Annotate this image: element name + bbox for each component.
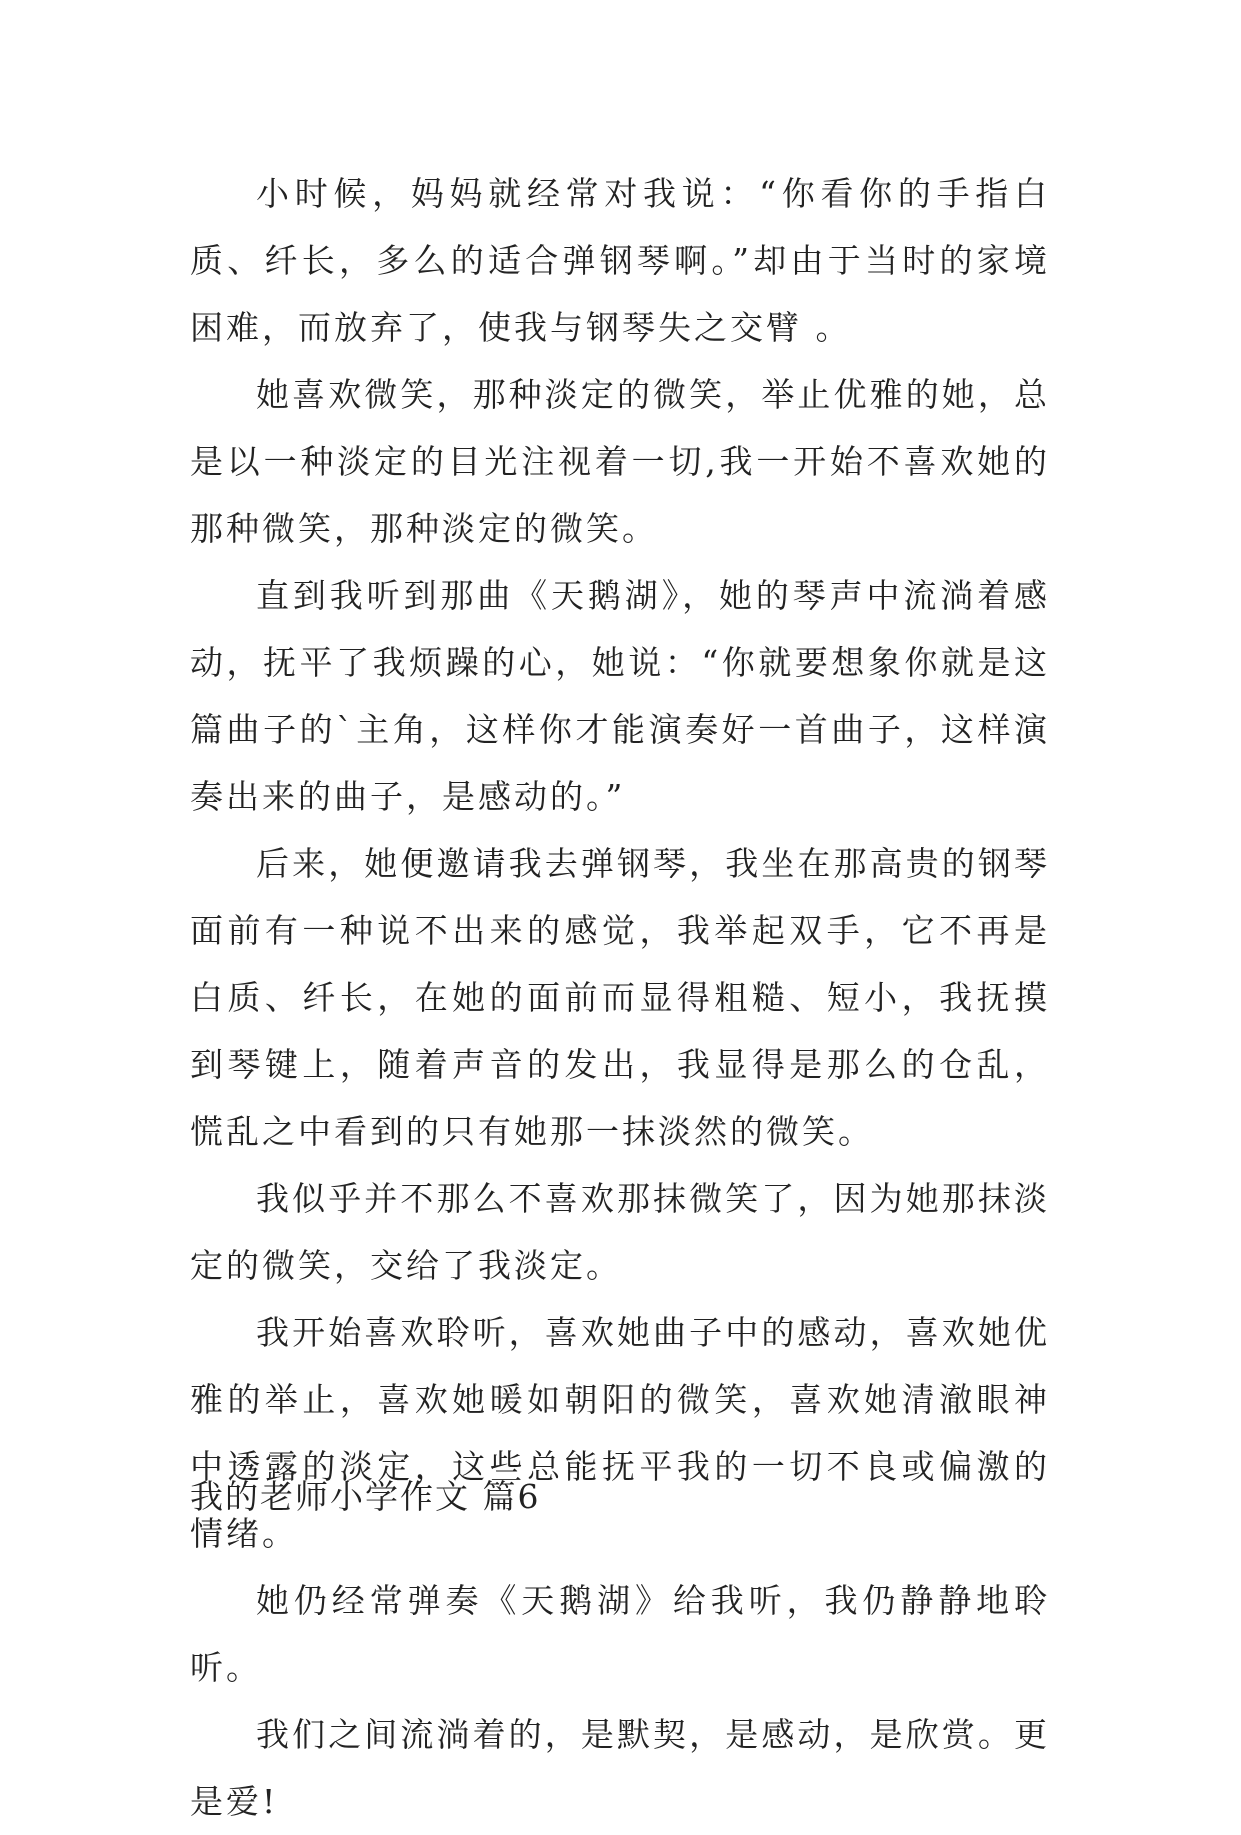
paragraph-4: 后来，她便邀请我去弹钢琴，我坐在那高贵的钢琴面前有一种说不出来的感觉，我举起双手，它不再是白质、纤长，在她的面前而显得粗糙、短小，我抚摸到琴键上，随着声音的发出，我显得是那么的仓乱，慌乱之中看到的只有她那一抹淡然的微笑。 bbox=[190, 844, 1050, 1151]
document-body bbox=[190, 160, 1050, 1835]
paragraph-1: 小时候，妈妈就经常对我说：“你看你的手指白质、纤长，多么的适合弹钢琴啊。”却由于当时的家境困难，而放弃了，使我与钢琴失之交臂 。 bbox=[190, 174, 1050, 347]
paragraph-3: 直到我听到那曲《天鹅湖》，她的琴声中流淌着感动，抚平了我烦躁的心，她说：“你就要想象你就是这篇曲子的`主角，这样你才能演奏好一首曲子，这样演奏出来的曲子，是感动的。” bbox=[190, 576, 1050, 816]
paragraph-6: 我开始喜欢聆听，喜欢她曲子中的感动，喜欢她优雅的举止，喜欢她暖如朝阳的微笑，喜欢她清澈眼神中透露的淡定，这些总能抚平我的一切不良或偏激的情绪。 bbox=[190, 1313, 1050, 1553]
paragraph-8: 我们之间流淌着的，是默契，是感动，是欣赏。更是爱! bbox=[190, 1715, 1050, 1821]
section-heading: 我的老师小学作文 篇6 bbox=[190, 1477, 541, 1516]
paragraph-2: 她喜欢微笑，那种淡定的微笑，举止优雅的她，总是以一种淡定的目光注视着一切,我一开始不喜欢她的那种微笑，那种淡定的微笑。 bbox=[190, 375, 1050, 548]
paragraph-7: 她仍经常弹奏《天鹅湖》给我听，我仍静静地聆听。 bbox=[190, 1581, 1050, 1687]
paragraph-5: 我似乎并不那么不喜欢那抹微笑了，因为她那抹淡定的微笑，交给了我淡定。 bbox=[190, 1179, 1050, 1285]
